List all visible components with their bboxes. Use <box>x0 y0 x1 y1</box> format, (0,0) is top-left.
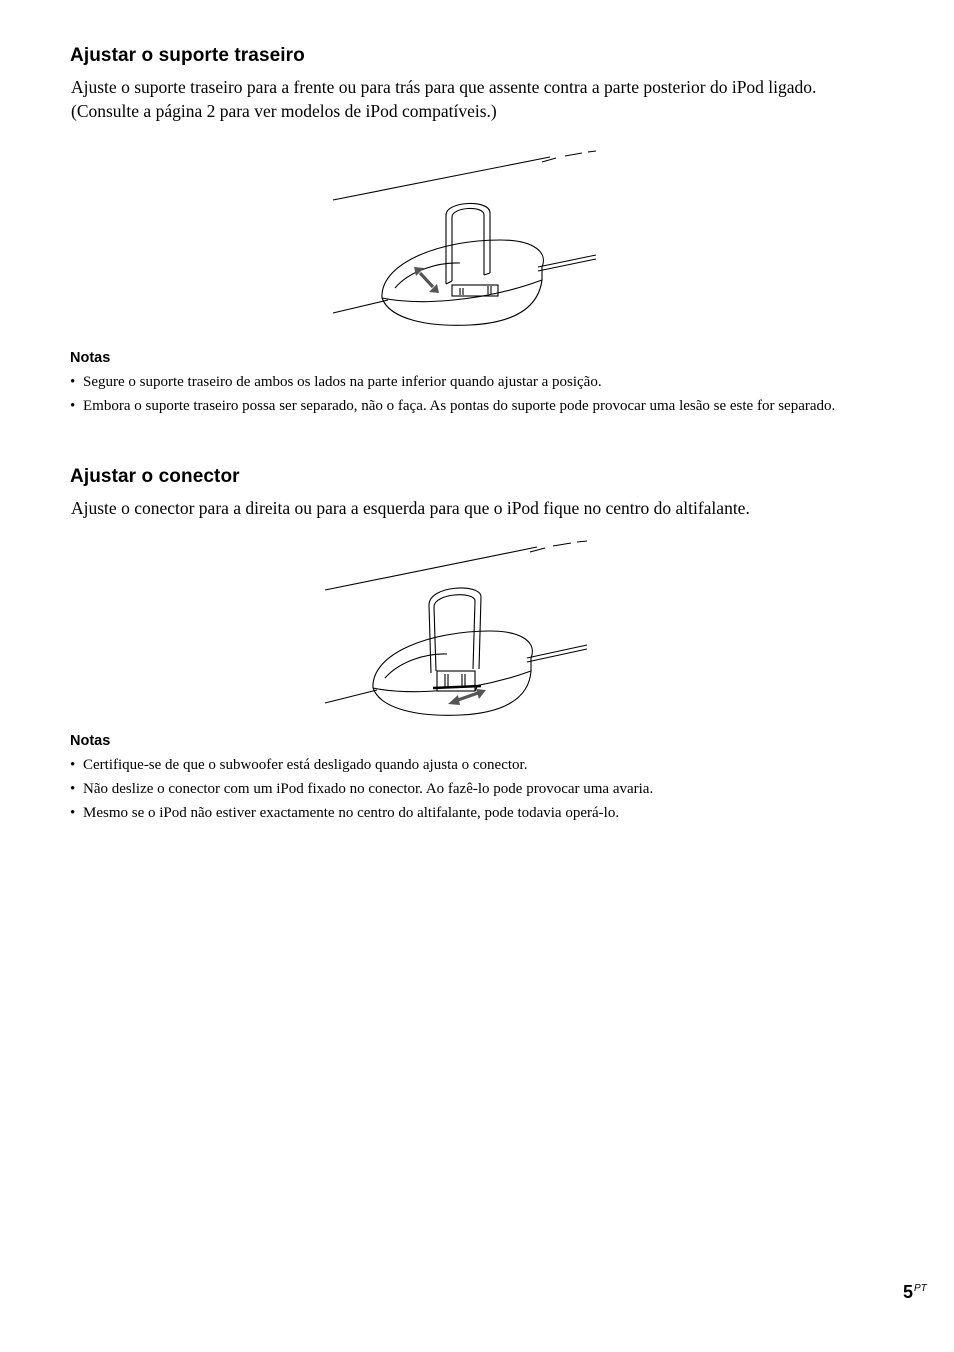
notes-list-1 <box>70 372 860 420</box>
note-text: Segure o suporte traseiro de ambos os lados na parte inferior quando ajustar a posição. <box>83 374 602 390</box>
note-item <box>70 372 860 393</box>
page-language-code: PT <box>914 1283 927 1294</box>
notes-list-2 <box>70 755 860 827</box>
bullet: • <box>70 805 76 821</box>
note-item <box>70 755 860 776</box>
note-text: Mesmo se o iPod não estiver exactamente no centro do altifalante, pode todavia operá-lo. <box>83 805 620 821</box>
note-item <box>70 396 860 417</box>
connector-illustration <box>315 535 600 725</box>
bullet: • <box>70 757 76 773</box>
bullet: • <box>70 781 76 797</box>
section-heading-rear-support: Ajustar o suporte traseiro <box>70 45 305 66</box>
note-item <box>70 779 860 800</box>
notes-title-2: Notas <box>70 733 111 749</box>
bullet: • <box>70 374 76 390</box>
bullet: • <box>70 398 76 414</box>
page-number <box>903 1282 927 1303</box>
note-item <box>70 803 860 824</box>
page-number-value: 5 <box>903 1282 914 1302</box>
note-text: Não deslize o conector com um iPod fixado no conector. Ao fazê-lo pode provocar uma avaria. <box>83 781 654 797</box>
rear-support-illustration <box>320 145 610 335</box>
notes-title-1: Notas <box>70 350 111 366</box>
section-body-connector: Ajuste o conector para a direita ou para a esquerda para que o iPod fique no centro do altifalante. <box>71 498 750 518</box>
section-body-rear-support: Ajuste o suporte traseiro para a frente ou para trás para que assente contra a parte posterior do iPod ligado. (Consulte a página 2 para ver modelos de iPod compatíveis.) <box>71 77 817 121</box>
forward-backward-arrow-icon <box>414 267 439 293</box>
section-heading-connector: Ajustar o conector <box>70 466 240 487</box>
note-text: Embora o suporte traseiro possa ser separado, não o faça. As pontas do suporte pode provocar uma lesão se este for separado. <box>83 398 836 414</box>
note-text: Certifique-se de que o subwoofer está desligado quando ajusta o conector. <box>83 757 528 773</box>
